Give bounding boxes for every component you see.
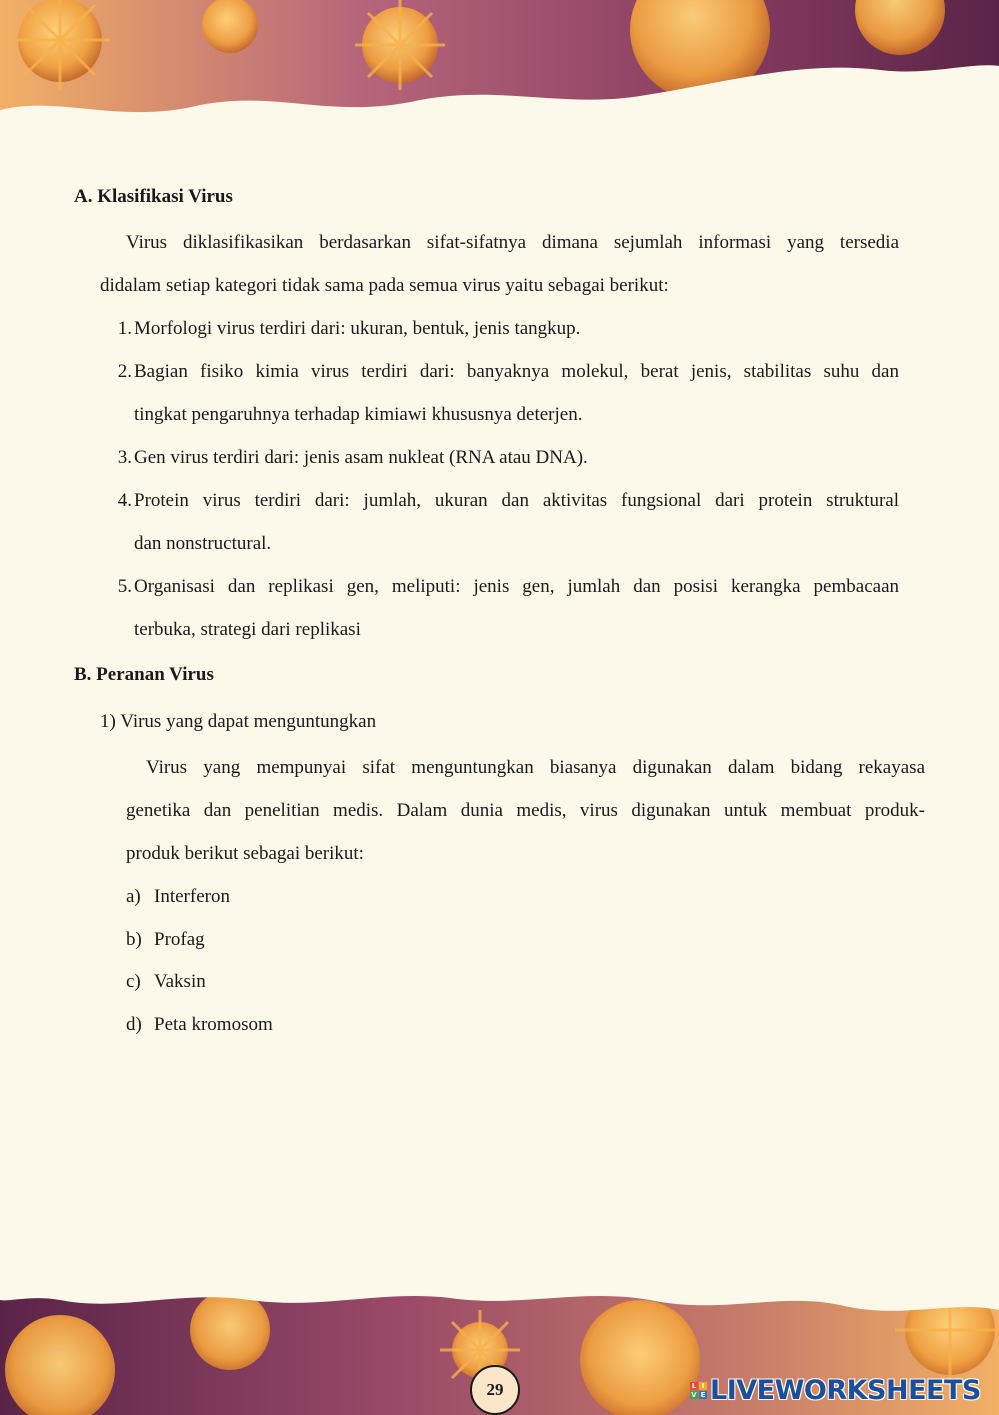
section-b-para-line1: Virus yang mempunyai sifat menguntungkan biasanya digunakan dalam bidang rekayasa [146,757,925,778]
logo-letter: E [700,1390,706,1399]
list-item-continuation: terbuka, strategi dari replikasi [134,619,361,640]
list-item: Bagian fisiko kimia virus terdiri dari: banyaknya molekul, berat jenis, stabilitas suhu dan [134,361,899,382]
list-item: Organisasi dan replikasi gen, meliputi: jenis gen, jumlah dan posisi kerangka pembacaan [134,576,899,597]
list-item: Morfologi virus terdiri dari: ukuran, bentuk, jenis tangkup. [134,318,581,339]
section-b-heading: B. Peranan Virus [74,664,214,685]
logo-letter: L [691,1381,697,1390]
section-b-para-line3: produk berikut sebagai berikut: [126,843,364,864]
logo-letter: I [699,1382,707,1390]
section-b-para-line2: genetika dan penelitian medis. Dalam dunia medis, virus digunakan untuk membuat produk- [126,800,925,821]
top-banner-art [0,0,999,140]
section-a-heading: A. Klasifikasi Virus [74,186,233,207]
product-letter: c) [126,971,141,992]
section-b-subheading: 1) Virus yang dapat menguntungkan [100,711,377,732]
list-item-continuation: tingkat pengaruhnya terhadap kimiawi khususnya deterjen. [134,404,583,425]
list-item-number: 3. [117,447,132,468]
list-item-number: 1. [117,318,132,339]
product-item: Peta kromosom [154,1014,273,1035]
liveworksheets-icon [690,1382,707,1399]
product-letter: b) [126,929,142,950]
logo-letter: V [691,1390,697,1399]
list-item: Protein virus terdiri dari: jumlah, ukuran dan aktivitas fungsional dari protein struktural [134,490,899,511]
section-a-intro-line1: Virus diklasifikasikan berdasarkan sifat-sifatnya dimana sejumlah informasi yang tersedia [126,232,899,253]
section-a-intro-line2: didalam setiap kategori tidak sama pada semua virus yaitu sebagai berikut: [100,275,669,296]
product-letter: d) [126,1014,142,1035]
liveworksheets-logo[interactable] [690,1373,981,1407]
list-item-number: 4. [117,490,132,511]
product-letter: a) [126,886,141,907]
product-item: Vaksin [154,971,206,992]
page-number: 29 [470,1365,520,1415]
product-item: Interferon [154,886,230,907]
list-item-number: 5. [117,576,132,597]
list-item-number: 2. [117,361,132,382]
list-item: Gen virus terdiri dari: jenis asam nukleat (RNA atau DNA). [134,447,588,468]
product-item: Profag [154,929,205,950]
top-virus-banner [0,0,999,140]
list-item-continuation: dan nonstructural. [134,533,272,554]
liveworksheets-text: LIVEWORKSHEETS [710,1374,981,1406]
